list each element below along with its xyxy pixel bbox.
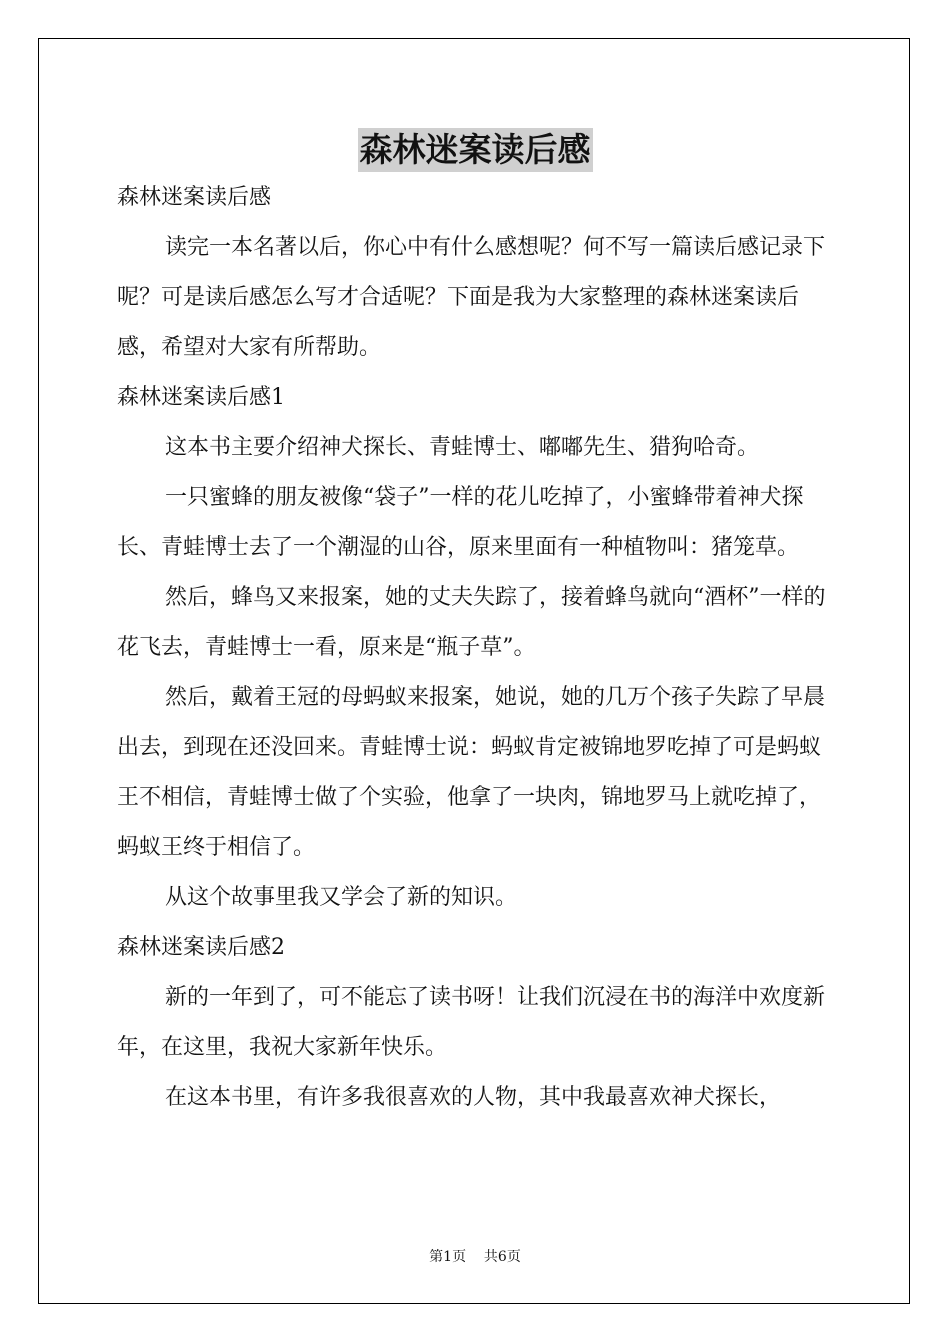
paragraph: 新的一年到了，可不能忘了读书呀！让我们沉浸在书的海洋中欢度新年，在这里，我祝大家新年快乐。 [117,985,826,1060]
page-total: 共6页 [483,1249,521,1265]
document-body [117,173,835,1123]
page-footer [0,1248,950,1266]
paragraph: 这本书主要介绍神犬探长、青蛙博士、嘟嘟先生、猎狗哈奇。 [165,435,760,460]
paragraph: 读完一本名著以后，你心中有什么感想呢？何不写一篇读后感记录下呢？可是读后感怎么写才合适呢？下面是我为大家整理的森林迷案读后感，希望对大家有所帮助。 [117,235,826,360]
paragraph: 一只蜜蜂的朋友被像“袋子”一样的花儿吃掉了，小蜜蜂带着神犬探长、青蛙博士去了一个潮湿的山谷，原来里面有一种植物叫：猪笼草。 [117,485,804,560]
paragraph: 然后，戴着王冠的母蚂蚁来报案，她说，她的几万个孩子失踪了早晨出去，到现在还没回来。青蛙博士说：蚂蚁肯定被锦地罗吃掉了可是蚂蚁王不相信，青蛙博士做了个实验，他拿了一块肉，锦地罗马上就吃掉了，蚂蚁王终于相信了。 [117,685,826,860]
title-wrap [0,128,950,172]
page-number: 第1页 [429,1249,467,1265]
paragraph: 从这个故事里我又学会了新的知识。 [165,885,518,910]
section-heading: 森林迷案读后感 [117,185,272,210]
paragraph: 在这本书里，有许多我很喜欢的人物，其中我最喜欢神犬探长， [165,1085,782,1110]
section-heading: 森林迷案读后感1 [117,385,285,410]
document-title: 森林迷案读后感 [358,128,593,172]
section-heading: 森林迷案读后感2 [117,935,285,960]
paragraph: 然后，蜂鸟又来报案，她的丈夫失踪了，接着蜂鸟就向“酒杯”一样的花飞去，青蛙博士一看，原来是“瓶子草”。 [117,585,826,660]
